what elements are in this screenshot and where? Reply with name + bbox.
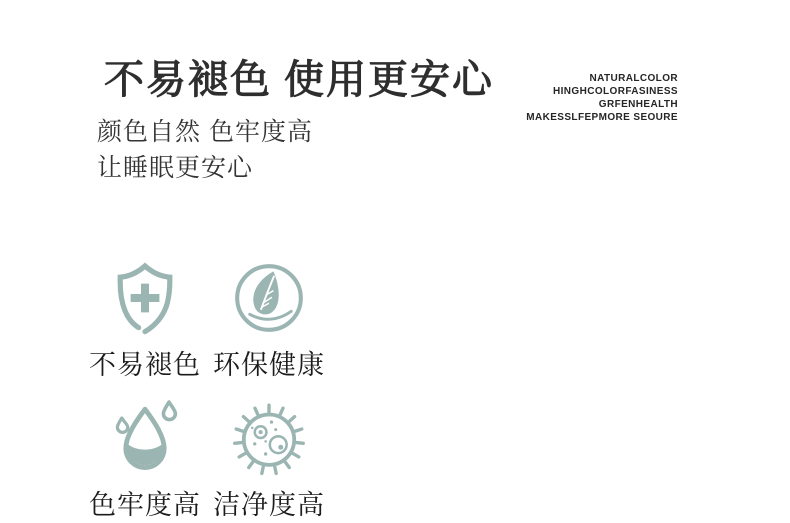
shield-plus-icon (100, 257, 190, 339)
english-tagline-line: GRFENHEALTH (598, 99, 678, 110)
feature-eco-health (207, 257, 331, 379)
english-tagline (526, 72, 678, 124)
feature-label: 洁净度高 (213, 490, 325, 520)
feature-color-fastness (83, 397, 207, 519)
english-tagline-line: MAKESSLFEPMORE SEOURE (526, 112, 678, 123)
subtitle (97, 114, 313, 186)
feature-cleanliness (207, 397, 331, 519)
feature-label: 环保健康 (213, 350, 325, 380)
subtitle-line-2: 让睡眠更安心 (97, 154, 254, 182)
feature-label: 色牢度高 (89, 490, 201, 520)
feature-colorfast (83, 257, 207, 379)
leaf-circle-icon (224, 257, 314, 339)
water-drop-icon (100, 397, 190, 479)
subtitle-line-1: 颜色自然 色牢度高 (97, 118, 313, 146)
english-tagline-line: NATURALCOLOR (589, 73, 678, 84)
english-tagline-line: HINGHCOLORFASINESS (553, 86, 678, 97)
page-title: 不易褪色 使用更安心 (104, 57, 494, 102)
germ-icon (224, 397, 314, 479)
feature-label: 不易褪色 (89, 350, 201, 380)
feature-grid (83, 257, 331, 519)
